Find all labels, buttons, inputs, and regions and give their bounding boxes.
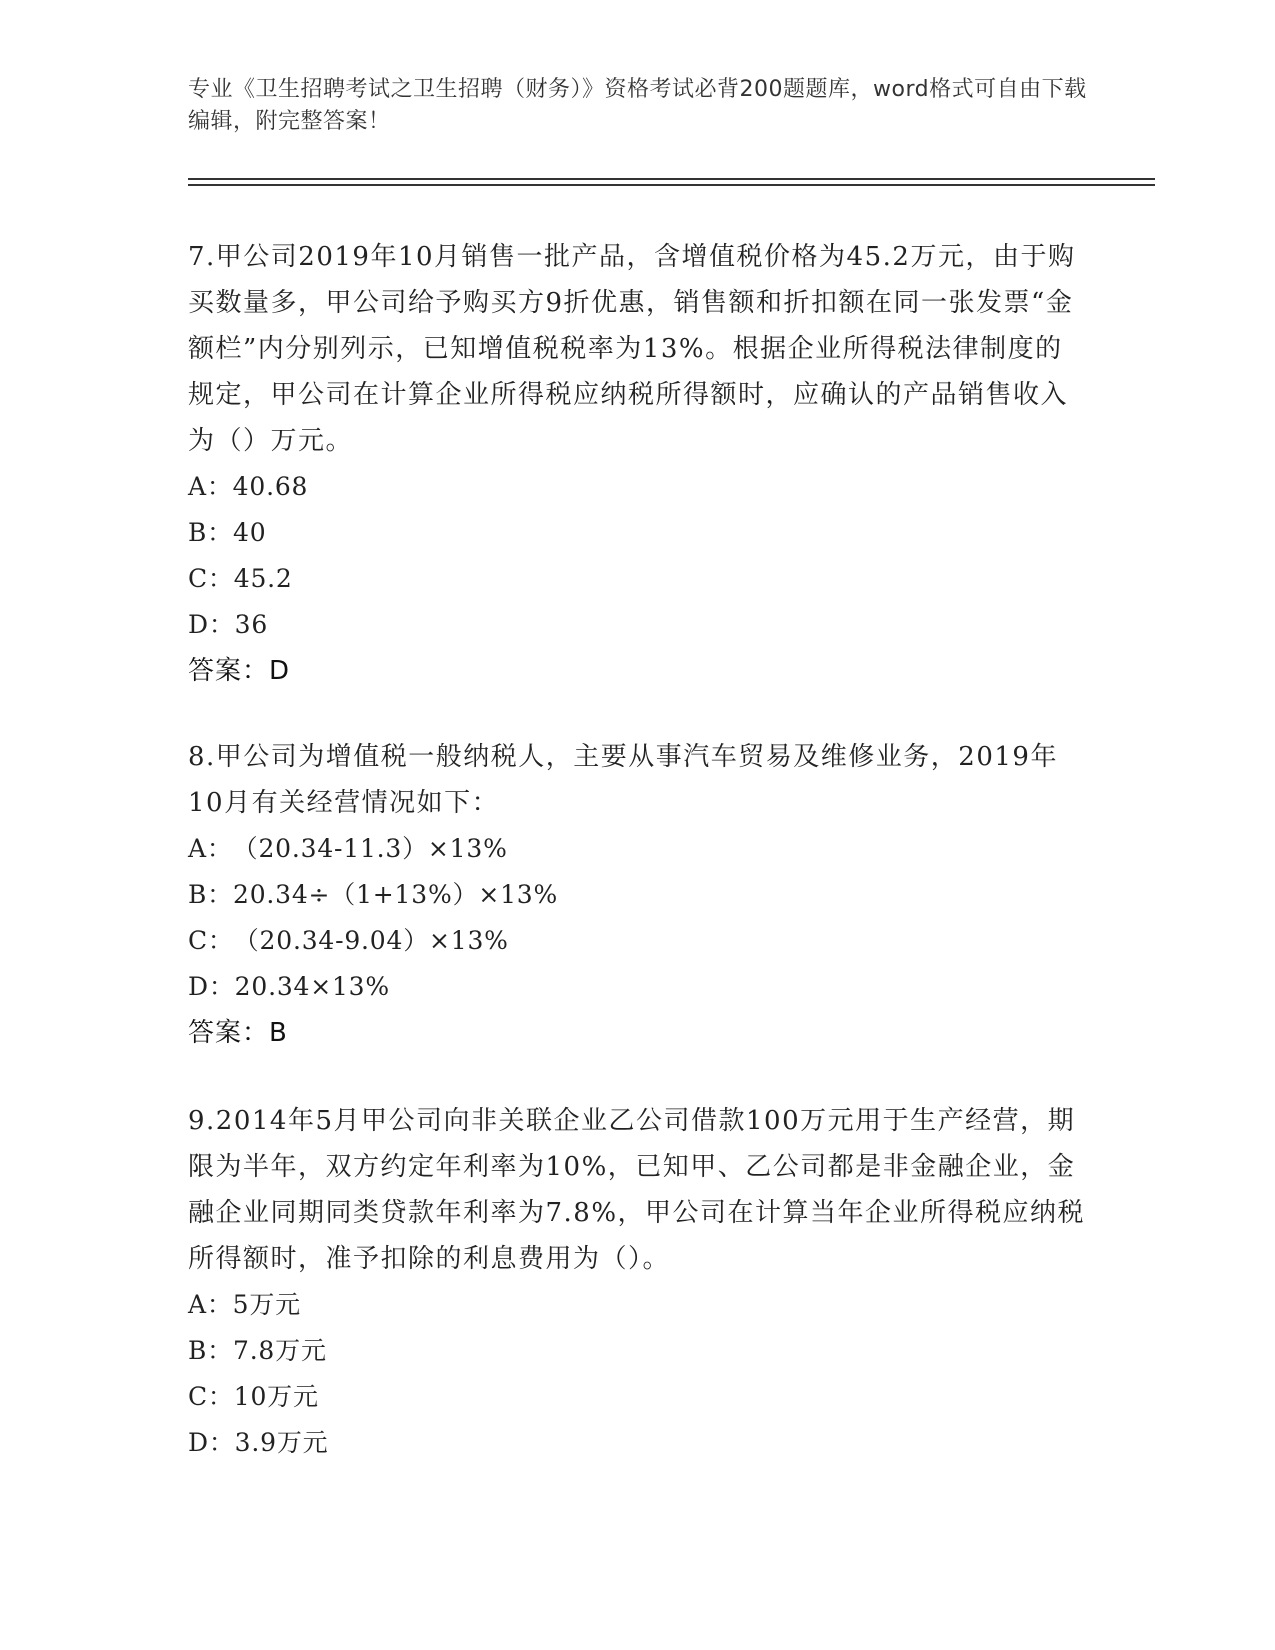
header-rule-top [188, 178, 1155, 180]
option-letter: D： [188, 972, 235, 1001]
question-text: 9.2014年5月甲公司向非关联企业乙公司借款100万元用于生产经营，期限为半年，双方约定年利率为10%，已知甲、乙公司都是非金融企业，金融企业同期同类贷款年利率为7.8%，甲公司在计算当年企业所得税应纳税所得额时，准予扣除的利息费用为（）。 [188, 1106, 1086, 1274]
option-letter: C： [188, 1382, 234, 1411]
option-value: 7.8万元 [232, 1336, 327, 1365]
option-letter: D： [188, 610, 235, 639]
option-b [188, 1328, 1088, 1374]
option-value: 20.34×13% [234, 972, 390, 1001]
option-value: （20.34-9.04）×13% [233, 926, 509, 955]
answer-line: 答案：D [188, 656, 291, 686]
option-value: 20.34÷（1+13%）×13% [232, 880, 559, 909]
option-letter: C： [188, 564, 234, 593]
option-a [188, 826, 1088, 872]
option-a [188, 464, 1088, 510]
option-value: （20.34-11.3）×13% [232, 834, 508, 863]
option-letter: B： [188, 880, 233, 909]
option-b [188, 872, 1088, 918]
header-rule-bottom [188, 184, 1155, 186]
answer-line: 答案：B [188, 1018, 288, 1048]
option-letter: B： [188, 1336, 233, 1365]
option-value: 45.2 [233, 564, 293, 593]
option-a [188, 1282, 1088, 1328]
document-header: 专业《卫生招聘考试之卫生招聘（财务）》资格考试必背200题题库，word格式可自由下载编辑，附完整答案！ [188, 77, 1087, 134]
option-value: 40 [232, 518, 267, 547]
option-b [188, 510, 1088, 556]
option-d [188, 1420, 1088, 1466]
option-letter: B： [188, 518, 233, 547]
question-text: 7.甲公司2019年10月销售一批产品，含增值税价格为45.2万元，由于购买数量多，甲公司给予购买方9折优惠，销售额和折扣额在同一张发票“金额栏”内分别列示，已知增值税税率为13%。根据企业所得税法律制度的规定，甲公司在计算企业所得税应纳税所得额时，应确认的产品销售收入为（）万元。 [188, 242, 1076, 456]
option-value: 5万元 [232, 1290, 301, 1319]
question-8 [188, 734, 1088, 1056]
question-text: 8.甲公司为增值税一般纳税人，主要从事汽车贸易及维修业务，2019年10月有关经营情况如下： [188, 742, 1058, 818]
option-c [188, 918, 1088, 964]
option-value: 10万元 [233, 1382, 319, 1411]
option-d [188, 602, 1088, 648]
option-letter: A： [188, 834, 233, 863]
option-value: 36 [234, 610, 269, 639]
option-d [188, 964, 1088, 1010]
option-letter: D： [188, 1428, 235, 1457]
option-value: 3.9万元 [234, 1428, 329, 1457]
option-c [188, 556, 1088, 602]
option-letter: A： [188, 1290, 233, 1319]
question-7 [188, 234, 1088, 694]
option-value: 40.68 [232, 472, 309, 501]
option-letter: A： [188, 472, 233, 501]
option-letter: C： [188, 926, 234, 955]
option-c [188, 1374, 1088, 1420]
question-9 [188, 1098, 1088, 1466]
